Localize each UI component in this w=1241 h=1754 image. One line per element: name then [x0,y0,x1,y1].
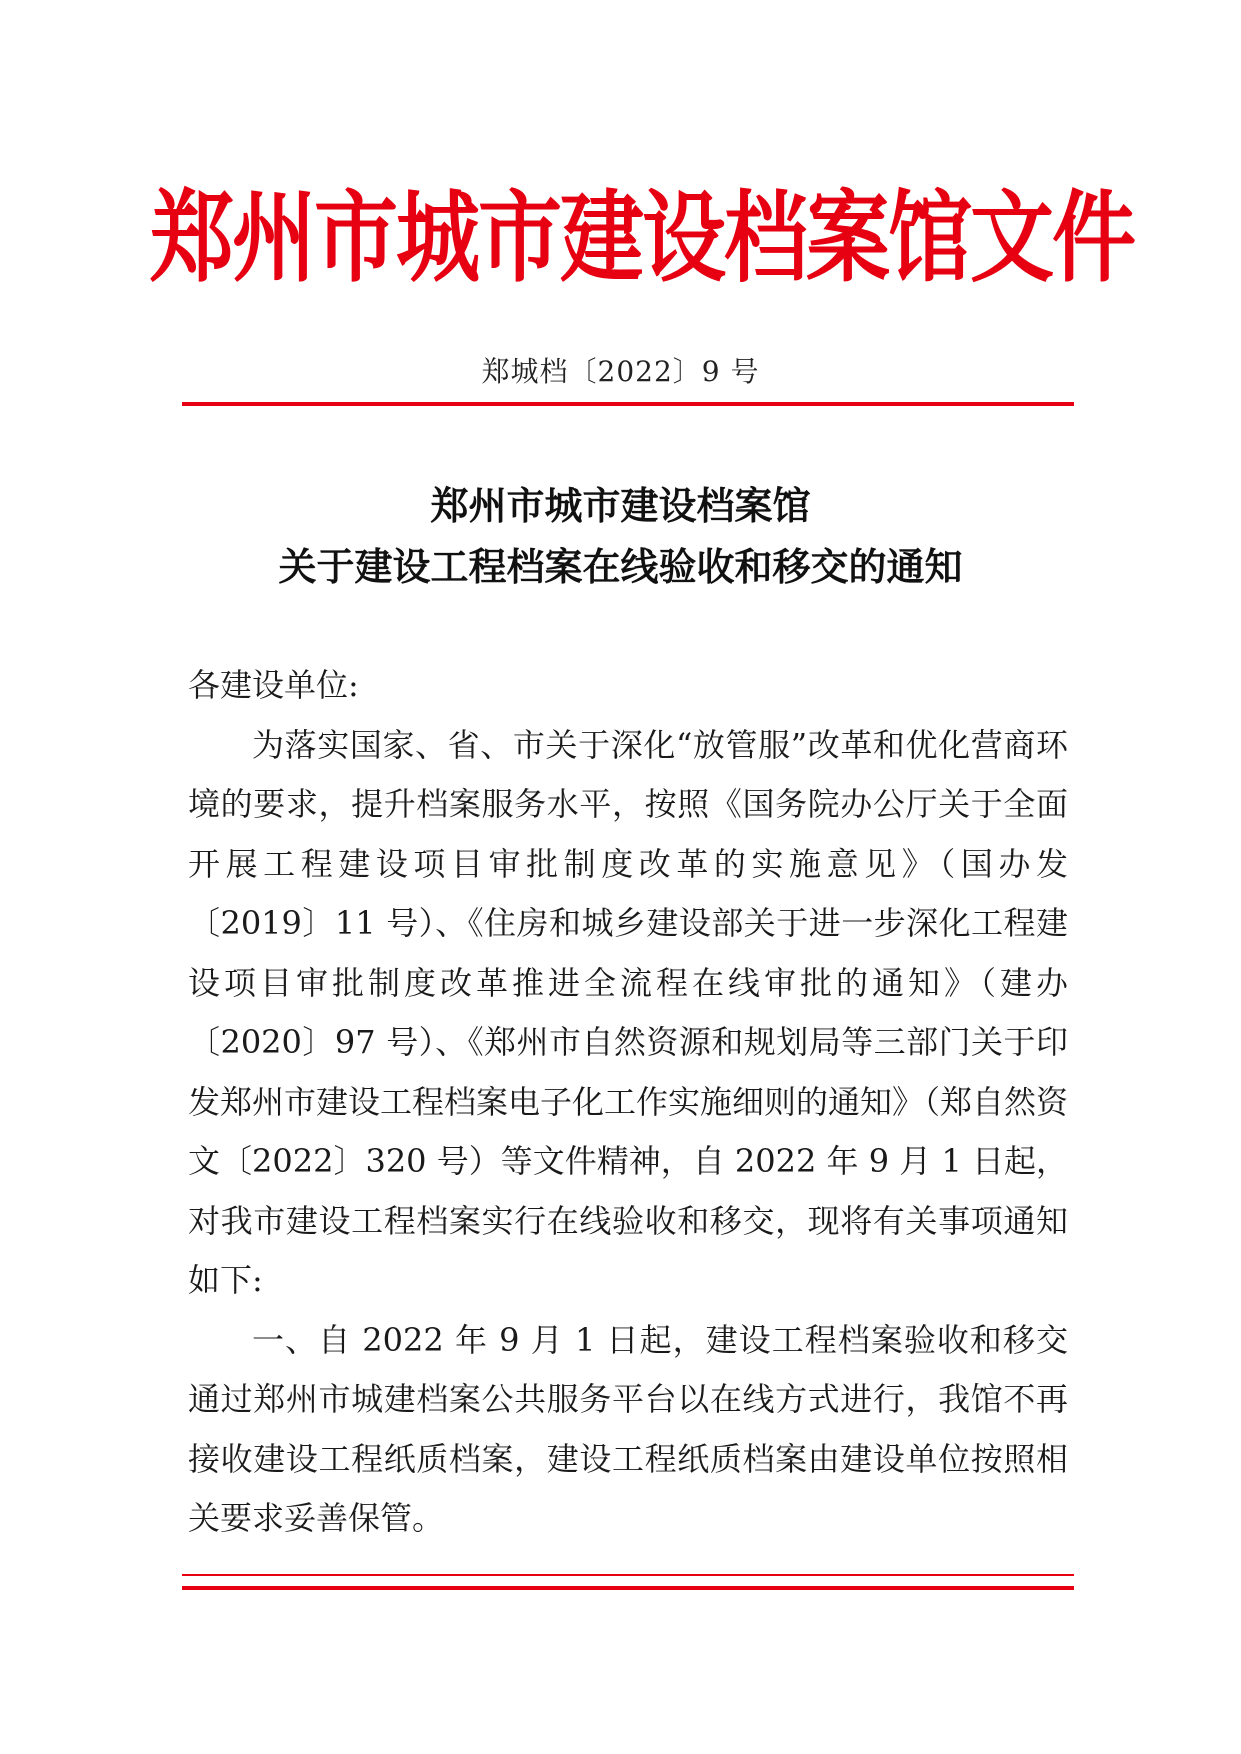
body-paragraph-1: 为落实国家、省、市关于深化“放管服”改革和优化营商环境的要求，提升档案服务水平，按照《国务院办公厅关于全面开展工程建设项目审批制度改革的实施意见》（国办发〔2019〕11 号）、《住房和城乡建设部关于进一步深化工程建设项目审批制度改革推进全流程在线审批的通知》（建办〔2020〕97 号）、《郑州市自然资源和规划局等三部门关于印发郑州市建设工程档案电子化工作实施细则的通知》（郑自然资文〔2022〕320 号）等文件精神，自 2022 年 9 月 1 日起，对我市建设工程档案实行在线验收和移交，现将有关事项通知如下: [188,725,1069,1299]
salutation: 各建设单位: [188,666,359,704]
masthead-title: 郑州市城市建设档案馆文件 [150,179,1135,296]
notice-title-line-1: 郑州市城市建设档案馆 [430,483,811,528]
header-red-divider [182,402,1074,406]
notice-title-line-2: 关于建设工程档案在线验收和移交的通知 [278,544,963,589]
footer-red-divider-thin [182,1574,1074,1576]
notice-body [188,656,1068,1549]
footer-red-divider-thick [182,1586,1074,1590]
document-number: 郑城档〔2022〕9 号 [481,355,760,388]
body-paragraph-2: 一、自 2022 年 9 月 1 日起，建设工程档案验收和移交通过郑州市城建档案公共服务平台以在线方式进行，我馆不再接收建设工程纸质档案，建设工程纸质档案由建设单位按照相关要求妥善保管。 [188,1320,1068,1537]
